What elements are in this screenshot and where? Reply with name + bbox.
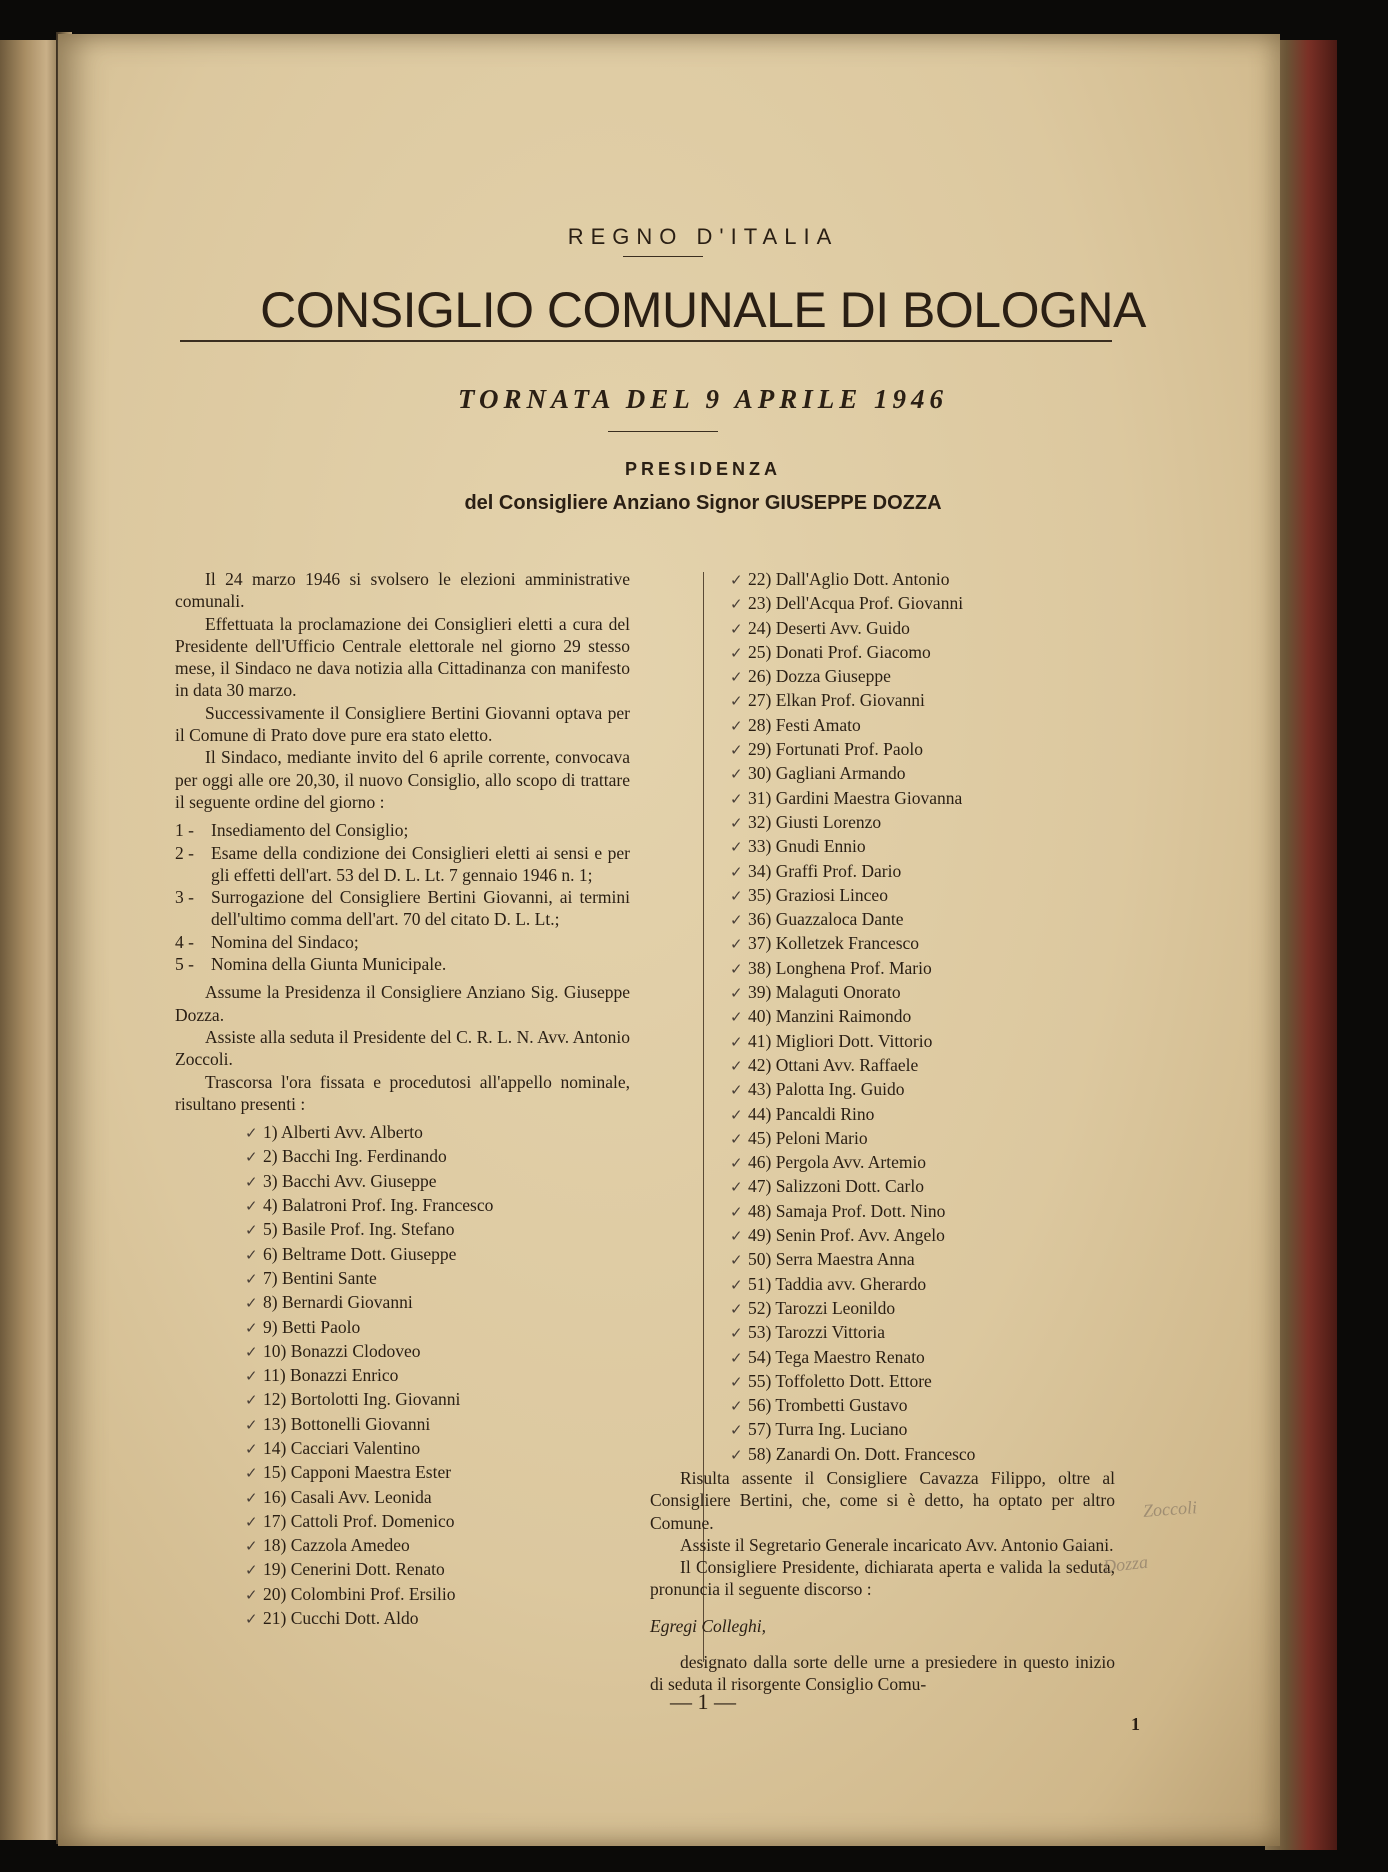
attendee-name: 13) Bottonelli Giovanni bbox=[263, 1413, 431, 1434]
check-mark-icon: ✓ bbox=[730, 913, 743, 930]
attendee-name: 12) Bortolotti Ing. Giovanni bbox=[263, 1389, 461, 1410]
paragraph-elections: Il 24 marzo 1946 si svolsero le elezioni amministrative comunali. bbox=[175, 569, 630, 612]
attendee-name: 29) Fortunati Prof. Paolo bbox=[748, 739, 923, 760]
attendee-item bbox=[245, 1194, 630, 1218]
check-mark-icon: ✓ bbox=[730, 1301, 743, 1318]
check-mark-icon: ✓ bbox=[245, 1320, 258, 1337]
attendee-item bbox=[730, 811, 1115, 835]
check-mark-icon: ✓ bbox=[730, 1107, 743, 1124]
attendee-name: 32) Giusti Lorenzo bbox=[748, 811, 882, 832]
attendee-item bbox=[245, 1364, 630, 1388]
attendee-name: 5) Basile Prof. Ing. Stefano bbox=[263, 1219, 455, 1240]
attendee-item bbox=[730, 1418, 1115, 1442]
check-mark-icon: ✓ bbox=[730, 1423, 743, 1440]
check-mark-icon: ✓ bbox=[245, 1441, 258, 1458]
attendee-name: 10) Bonazzi Clodoveo bbox=[263, 1340, 421, 1361]
attendee-name: 35) Graziosi Linceo bbox=[748, 884, 888, 905]
attendee-name: 11) Bonazzi Enrico bbox=[263, 1365, 399, 1386]
attendee-name: 58) Zanardi On. Dott. Francesco bbox=[748, 1443, 976, 1464]
margin-note-dozza: Dozza bbox=[1102, 1551, 1149, 1577]
attendee-item bbox=[730, 1248, 1115, 1272]
check-mark-icon: ✓ bbox=[245, 1344, 258, 1361]
check-mark-icon: ✓ bbox=[730, 888, 743, 905]
attendee-name: 14) Cacciari Valentino bbox=[263, 1437, 421, 1458]
paragraph-absent: Risulta assente il Consigliere Cavazza Filippo, oltre al Consigliere Bertini, che, come si è detto, ha optato per altro Comune. bbox=[650, 1467, 1115, 1533]
check-mark-icon: ✓ bbox=[245, 1417, 258, 1434]
attendee-name: 1) Alberti Avv. Alberto bbox=[263, 1122, 423, 1143]
agenda-item: 3 - Surrogazione del Consigliere Bertini Giovanni, ai termini dell'ultimo comma dell'art. 70 del citato D. L. Lt.; bbox=[175, 887, 630, 930]
check-mark-icon: ✓ bbox=[245, 1296, 258, 1313]
attendee-item bbox=[245, 1388, 630, 1412]
left-page-edge bbox=[0, 40, 62, 1840]
check-mark-icon: ✓ bbox=[245, 1393, 258, 1410]
check-mark-icon: ✓ bbox=[245, 1271, 258, 1288]
agenda-list bbox=[175, 819, 630, 975]
attendee-name: 52) Tarozzi Leonildo bbox=[748, 1297, 896, 1318]
attendee-name: 49) Senin Prof. Avv. Angelo bbox=[748, 1225, 945, 1246]
check-mark-icon: ✓ bbox=[730, 840, 743, 857]
paragraph-rollcall: Trascorsa l'ora fissata e procedutosi all'appello nominale, risultano presenti : bbox=[175, 1071, 630, 1114]
agenda-item: 4 - Nomina del Sindaco; bbox=[175, 931, 359, 952]
attendee-item bbox=[730, 1151, 1115, 1175]
attendee-item bbox=[245, 1558, 630, 1582]
attendee-name: 6) Beltrame Dott. Giuseppe bbox=[263, 1243, 457, 1264]
attendee-item bbox=[730, 568, 1115, 592]
attendee-item bbox=[245, 1267, 630, 1291]
attendee-item bbox=[245, 1413, 630, 1437]
check-mark-icon: ✓ bbox=[730, 573, 743, 589]
check-mark-icon: ✓ bbox=[730, 767, 743, 784]
paragraph-convocation: Il Sindaco, mediante invito del 6 aprile corrente, convocava per oggi alle ore 20,30, il nuovo Consiglio, allo scopo di trattare il seguente ordine del giorno : bbox=[175, 747, 630, 812]
attendee-item bbox=[245, 1607, 630, 1631]
attendee-name: 39) Malaguti Onorato bbox=[748, 982, 901, 1003]
paragraph-opening: Il Consigliere Presidente, dichiarata aperta e valida la seduta, pronuncia il seguente discorso : bbox=[650, 1557, 1115, 1600]
attendee-item bbox=[245, 1486, 630, 1510]
attendee-name: 30) Gagliani Armando bbox=[748, 763, 906, 784]
attendee-item bbox=[245, 1145, 630, 1169]
check-mark-icon: ✓ bbox=[245, 1587, 258, 1604]
check-mark-icon: ✓ bbox=[730, 961, 743, 978]
check-mark-icon: ✓ bbox=[245, 1150, 258, 1167]
attendee-name: 46) Pergola Avv. Artemio bbox=[748, 1152, 927, 1173]
attendee-name: 3) Bacchi Avv. Giuseppe bbox=[263, 1170, 437, 1191]
attendee-name: 16) Casali Avv. Leonida bbox=[263, 1486, 432, 1507]
attendee-item bbox=[245, 1243, 630, 1267]
attendee-name: 26) Dozza Giuseppe bbox=[748, 666, 891, 687]
check-mark-icon: ✓ bbox=[245, 1199, 258, 1216]
attendee-name: 37) Kolletzek Francesco bbox=[748, 933, 920, 954]
check-mark-icon: ✓ bbox=[245, 1563, 258, 1580]
president-line: del Consigliere Anziano Signor GIUSEPPE DOZZA bbox=[464, 492, 942, 514]
check-mark-icon: ✓ bbox=[245, 1514, 258, 1531]
attendee-item bbox=[730, 1443, 1115, 1467]
attendee-name: 20) Colombini Prof. Ersilio bbox=[263, 1583, 456, 1604]
agenda-item: 2 - Esame della condizione dei Consiglieri eletti ai sensi e per gli effetti dell'art. 53 del D. L. Lt. 7 gennaio 1946 n. 1; bbox=[175, 842, 630, 885]
check-mark-icon: ✓ bbox=[730, 937, 743, 954]
check-mark-icon: ✓ bbox=[245, 1174, 258, 1191]
attendee-name: 40) Manzini Raimondo bbox=[748, 1006, 912, 1027]
check-mark-icon: ✓ bbox=[730, 694, 743, 711]
attendee-item bbox=[730, 762, 1115, 786]
attendee-item bbox=[245, 1218, 630, 1242]
check-mark-icon: ✓ bbox=[730, 597, 743, 614]
attendee-item bbox=[730, 1078, 1115, 1102]
attendee-item bbox=[730, 1321, 1115, 1345]
attendee-name: 55) Toffoletto Dott. Ettore bbox=[748, 1370, 932, 1391]
attendee-name: 19) Cenerini Dott. Renato bbox=[263, 1559, 445, 1580]
attendee-name: 23) Dell'Acqua Prof. Giovanni bbox=[748, 593, 964, 614]
attendee-item bbox=[245, 1316, 630, 1340]
right-column bbox=[650, 568, 1115, 1696]
check-mark-icon: ✓ bbox=[245, 1247, 258, 1264]
attendee-item bbox=[730, 957, 1115, 981]
kingdom-heading: REGNO D'ITALIA bbox=[567, 224, 839, 249]
page-number: — 1 — bbox=[670, 1689, 736, 1714]
paragraph-assists: Assiste alla seduta il Presidente del C. R. L. N. Avv. Antonio Zoccoli. bbox=[175, 1026, 630, 1070]
attendee-item bbox=[730, 1346, 1115, 1370]
agenda-item: 5 - Nomina della Giunta Municipale. bbox=[175, 954, 447, 975]
check-mark-icon: ✓ bbox=[730, 1180, 743, 1197]
paragraph-secretary: Assiste il Segretario Generale incaricato Avv. Antonio Gaiani. bbox=[680, 1534, 1114, 1555]
attendee-item bbox=[730, 665, 1115, 689]
attendee-item bbox=[730, 932, 1115, 956]
check-mark-icon: ✓ bbox=[730, 718, 743, 735]
paragraph-speech: designato dalla sorte delle urne a presiedere in questo inizio di seduta il risorgente Consiglio Comu- bbox=[650, 1652, 1115, 1695]
attendee-item bbox=[245, 1340, 630, 1364]
presidency-heading: PRESIDENZA bbox=[624, 459, 781, 479]
attendee-name: 50) Serra Maestra Anna bbox=[748, 1249, 915, 1270]
attendee-item bbox=[730, 981, 1115, 1005]
attendee-list-right bbox=[650, 568, 1115, 1467]
check-mark-icon: ✓ bbox=[730, 1399, 743, 1416]
attendee-name: 31) Gardini Maestra Giovanna bbox=[748, 787, 963, 808]
kingdom-rule bbox=[623, 256, 703, 257]
attendee-item bbox=[730, 1297, 1115, 1321]
attendee-item bbox=[730, 1200, 1115, 1224]
attendee-item bbox=[245, 1170, 630, 1194]
paragraph-proclamation: Effettuata la proclamazione dei Consiglieri eletti a cura del Presidente dell'Ufficio Centrale elettorale nel giorno 29 stesso mese, il Sindaco ne dava notizia alla Cittadinanza con manifesto in data 30 marzo. bbox=[175, 613, 630, 701]
session-rule bbox=[608, 431, 718, 432]
attendee-name: 57) Turra Ing. Luciano bbox=[748, 1419, 908, 1440]
attendee-name: 51) Taddia avv. Gherardo bbox=[748, 1273, 927, 1294]
attendee-name: 15) Capponi Maestra Ester bbox=[263, 1462, 452, 1483]
attendee-name: 56) Trombetti Gustavo bbox=[748, 1395, 908, 1416]
attendee-item bbox=[730, 1370, 1115, 1394]
attendee-name: 8) Bernardi Giovanni bbox=[263, 1292, 413, 1313]
attendee-item bbox=[245, 1583, 630, 1607]
attendee-item bbox=[730, 1005, 1115, 1029]
attendee-name: 38) Longhena Prof. Mario bbox=[748, 957, 932, 978]
attendee-item bbox=[730, 787, 1115, 811]
attendee-name: 48) Samaja Prof. Dott. Nino bbox=[748, 1200, 946, 1221]
check-mark-icon: ✓ bbox=[730, 1253, 743, 1270]
check-mark-icon: ✓ bbox=[730, 1447, 743, 1464]
check-mark-icon: ✓ bbox=[730, 1229, 743, 1246]
check-mark-icon: ✓ bbox=[730, 1131, 743, 1148]
attendee-item bbox=[730, 1127, 1115, 1151]
attendee-item bbox=[245, 1291, 630, 1315]
attendee-item bbox=[730, 689, 1115, 713]
attendee-name: 44) Pancaldi Rino bbox=[748, 1103, 875, 1124]
check-mark-icon: ✓ bbox=[245, 1126, 258, 1143]
check-mark-icon: ✓ bbox=[730, 670, 743, 687]
check-mark-icon: ✓ bbox=[730, 1204, 743, 1221]
check-mark-icon: ✓ bbox=[730, 645, 743, 662]
attendee-item bbox=[730, 738, 1115, 762]
check-mark-icon: ✓ bbox=[730, 1010, 743, 1027]
attendee-item bbox=[245, 1510, 630, 1534]
check-mark-icon: ✓ bbox=[730, 1058, 743, 1075]
agenda-item: 1 - Insediamento del Consiglio; bbox=[175, 820, 409, 841]
check-mark-icon: ✓ bbox=[730, 986, 743, 1003]
attendee-name: 54) Tega Maestro Renato bbox=[748, 1346, 925, 1367]
attendee-name: 34) Graffi Prof. Dario bbox=[748, 860, 902, 881]
attendee-list-left bbox=[175, 1121, 630, 1631]
paragraph-presidency: Assume la Presidenza il Consigliere Anziano Sig. Giuseppe Dozza. bbox=[175, 982, 630, 1025]
left-column bbox=[175, 568, 630, 1631]
title-rule bbox=[180, 340, 1112, 342]
session-title: TORNATA DEL 9 APRILE 1946 bbox=[457, 384, 949, 414]
attendee-name: 33) Gnudi Ennio bbox=[748, 836, 866, 857]
attendee-name: 27) Elkan Prof. Giovanni bbox=[748, 690, 925, 711]
attendee-name: 2) Bacchi Ing. Ferdinando bbox=[263, 1146, 447, 1167]
attendee-name: 43) Palotta Ing. Guido bbox=[748, 1079, 905, 1100]
attendee-item bbox=[730, 908, 1115, 932]
attendee-item bbox=[730, 1054, 1115, 1078]
check-mark-icon: ✓ bbox=[730, 1374, 743, 1391]
attendee-item bbox=[730, 1030, 1115, 1054]
attendee-item bbox=[245, 1121, 630, 1145]
document-page bbox=[58, 34, 1280, 1846]
check-mark-icon: ✓ bbox=[245, 1369, 258, 1386]
attendee-item bbox=[730, 617, 1115, 641]
attendee-name: 21) Cucchi Dott. Aldo bbox=[263, 1608, 419, 1629]
attendee-name: 9) Betti Paolo bbox=[263, 1316, 361, 1337]
attendee-item bbox=[730, 1175, 1115, 1199]
attendee-item bbox=[730, 1394, 1115, 1418]
attendee-name: 7) Bentini Sante bbox=[263, 1267, 377, 1288]
attendee-item bbox=[730, 641, 1115, 665]
check-mark-icon: ✓ bbox=[730, 864, 743, 881]
check-mark-icon: ✓ bbox=[730, 1083, 743, 1100]
attendee-name: 24) Deserti Avv. Guido bbox=[748, 617, 910, 638]
check-mark-icon: ✓ bbox=[730, 1034, 743, 1051]
attendee-item bbox=[245, 1437, 630, 1461]
council-title: CONSIGLIO COMUNALE DI BOLOGNA bbox=[260, 282, 1146, 338]
attendee-name: 45) Peloni Mario bbox=[748, 1127, 868, 1148]
attendee-item bbox=[730, 1273, 1115, 1297]
margin-note-zoccoli: Zoccoli bbox=[1142, 1497, 1198, 1521]
attendee-item bbox=[245, 1534, 630, 1558]
check-mark-icon: ✓ bbox=[730, 1156, 743, 1173]
attendee-item bbox=[730, 884, 1115, 908]
attendee-name: 53) Tarozzi Vittoria bbox=[748, 1322, 886, 1343]
check-mark-icon: ✓ bbox=[730, 621, 743, 638]
attendee-name: 41) Migliori Dott. Vittorio bbox=[748, 1030, 933, 1051]
attendee-item bbox=[730, 835, 1115, 859]
attendee-item bbox=[730, 714, 1115, 738]
check-mark-icon: ✓ bbox=[730, 1326, 743, 1343]
check-mark-icon: ✓ bbox=[730, 1277, 743, 1294]
check-mark-icon: ✓ bbox=[245, 1612, 258, 1629]
attendee-item bbox=[730, 860, 1115, 884]
attendee-name: 47) Salizzoni Dott. Carlo bbox=[748, 1176, 924, 1197]
attendee-name: 22) Dall'Aglio Dott. Antonio bbox=[748, 569, 950, 589]
attendee-name: 4) Balatroni Prof. Ing. Francesco bbox=[263, 1195, 494, 1216]
check-mark-icon: ✓ bbox=[245, 1539, 258, 1556]
attendee-name: 25) Donati Prof. Giacomo bbox=[748, 641, 931, 662]
check-mark-icon: ✓ bbox=[245, 1466, 258, 1483]
check-mark-icon: ✓ bbox=[245, 1490, 258, 1507]
check-mark-icon: ✓ bbox=[730, 1350, 743, 1367]
check-mark-icon: ✓ bbox=[245, 1223, 258, 1240]
check-mark-icon: ✓ bbox=[730, 743, 743, 760]
attendee-item bbox=[730, 1103, 1115, 1127]
salutation: Egregi Colleghi, bbox=[650, 1615, 767, 1636]
attendee-name: 18) Cazzola Amedeo bbox=[263, 1535, 410, 1556]
corner-page-number: 1 bbox=[1131, 1714, 1140, 1734]
check-mark-icon: ✓ bbox=[730, 815, 743, 832]
attendee-name: 28) Festi Amato bbox=[748, 714, 861, 735]
attendee-name: 17) Cattoli Prof. Domenico bbox=[263, 1510, 455, 1531]
paragraph-option: Successivamente il Consigliere Bertini Giovanni optava per il Comune di Prato dove pure era stato eletto. bbox=[175, 702, 630, 746]
attendee-item bbox=[730, 592, 1115, 616]
attendee-item bbox=[730, 1224, 1115, 1248]
attendee-name: 36) Guazzaloca Dante bbox=[748, 909, 904, 930]
check-mark-icon: ✓ bbox=[730, 791, 743, 808]
attendee-item bbox=[245, 1461, 630, 1485]
attendee-name: 42) Ottani Avv. Raffaele bbox=[748, 1054, 919, 1075]
